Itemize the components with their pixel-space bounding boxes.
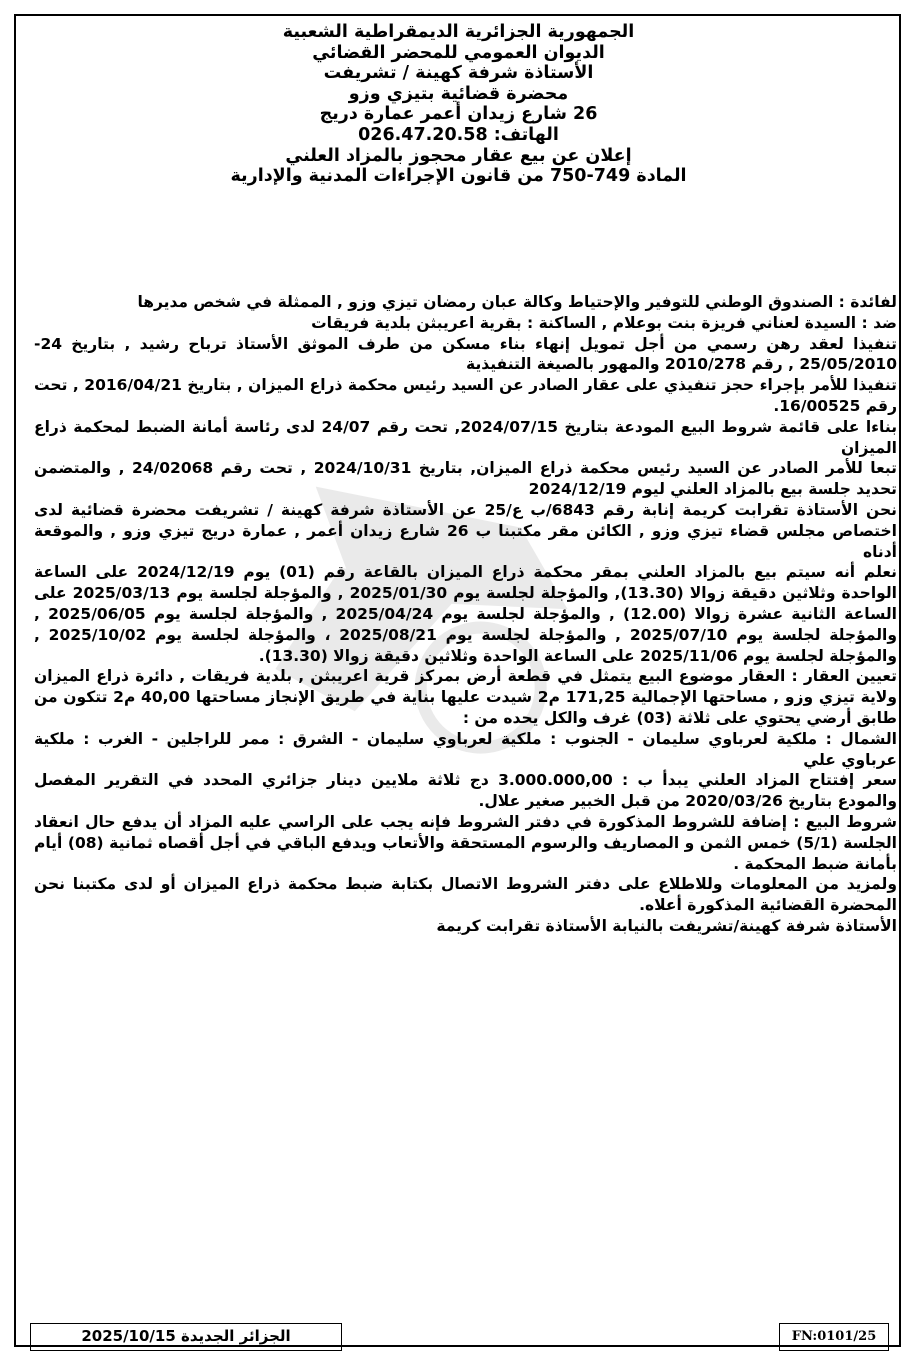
paragraph-signature: الأستاذة شرفة كهينة/تشريفت بالنيابة الأستاذة تقرابت كريمة: [436, 916, 897, 935]
header-bailiff-city: محضرة قضائية بتيزي وزو: [348, 83, 569, 104]
header-phone: الهاتف: 026.47.20.58: [358, 124, 559, 145]
paragraph-beneficiary: لفائدة : الصندوق الوطني للتوفير والإحتياط وكالة عبان رمضان تيزي وزو , الممثلة في شخص مديرها: [137, 293, 897, 311]
paragraph-boundaries: الشمال : ملكية لعرباوي سليمان - الجنوب : ملكية لعرباوي سليمان - الشرق : ممر للراجلين - الغرب : ملكية عرباوي علي: [34, 729, 897, 769]
header-announcement-title: إعلان عن بيع عقار محجوز بالمزاد العلني: [285, 145, 632, 166]
header-law-articles: المادة 749-750 من قانون الإجراءات المدنية والإدارية: [230, 166, 687, 187]
paragraph-sale-conditions-list: بناءا على قائمة شروط البيع المودعة بتاريخ 2024/07/15, تحت رقم 24/07 لدى رئاسة أمانة الضبط لمحكمة ذراع الميزان: [34, 417, 898, 457]
header-bailiff-name: الأستاذة شرفة كهينة / تشريفت: [323, 63, 594, 84]
announcement-header: [30, 22, 887, 187]
header-country: الجمهورية الجزائرية الديمقراطية الشعبية: [282, 22, 635, 42]
paragraph-bailiff: نحن الأستاذة تقرابت كريمة إنابة رقم 6843/ب ع/25 عن الأستاذة شرفة كهينة / تشريفت محضرة قضائية لدى اختصاص مجلس قضاء تيزي وزو , الكائن مقر مكتبنا ب 26 شارع زيدان أعمر , عمارة دريج تيزي وزو , والموقعة أدناه: [34, 500, 897, 561]
header-office: الديوان العمومي للمحضر القضائي: [312, 42, 605, 63]
paragraph-contact: ولمزيد من المعلومات وللاطلاع على دفتر الشروط الاتصال بكتابة ضبط محكمة ذراع الميزان أو لدى مكتبنا نحن المحضرة القضائية المذكورة أعلاه.: [34, 875, 897, 915]
header-address: 26 شارع زيدان أعمر عمارة دريج: [319, 104, 598, 125]
paragraph-opening-price: سعر إفتتاح المزاد العلني يبدأ ب : 3.000.000,00 دج ثلاثة ملايين دينار جزائري المحدد في التقرير المفصل والمودع بتاريخ 2020/03/26 من قبل الخبير صغير علال.: [34, 771, 897, 811]
announcement-body: [34, 292, 897, 937]
paragraph-property-description: تعيين العقار : العقار موضوع البيع يتمثل في قطعة أرض بمركز قرية اعريبثن , بلدية فريقات , دائرة ذراع الميزان ولاية تيزي وزو , مساحتها الإجمالية 171,25 م2 شيدت عليها بناية في طريق الإنجاز مساحتها 40,00 م2 تتكون من طابق أرضي يحتوي على ثلاثة (03) غرف والكل يحده من :: [34, 667, 897, 727]
reference-tag: FN:0101/25: [779, 1323, 889, 1351]
paragraph-sale-sessions: نعلم أنه سيتم بيع بالمزاد العلني بمقر محكمة ذراع الميزان بالقاعة رقم (01) يوم 2024/12/19 على الساعة الواحدة وثلاثين دقيقة زوالا (13.30), والمؤجلة لجلسة يوم 2025/01/30 , والمؤجلة لجلسة يوم 2025/03/13 على الساعة الثانية عشرة زوالا (12.00) , والمؤجلة لجلسة يوم 2025/04/24 , والمؤجلة لجلسة يوم 2025/06/05 , والمؤجلة لجلسة يوم 2025/07/10 , والمؤجلة لجلسة يوم 2025/08/21 ، والمؤجلة لجلسة يوم 2025/10/02 , والمؤجلة لجلسة يوم 2025/11/06 على الساعة الواحدة وثلاثين دقيقة زوالا (13.30).: [34, 563, 897, 665]
paragraph-seizure-order: تنفيذا للأمر بإجراء حجز تنفيذي على عقار الصادر عن السيد رئيس محكمة ذراع الميزان , بتاريخ 2016/04/21 , تحت رقم 16/00525.: [34, 376, 897, 415]
paragraph-mortgage: تنفيذا لعقد رهن رسمي من أجل تمويل إنهاء بناء مسكن من طرف الموثق الأستاذ ترباح رشيد , بتاريخ 24-25/05/2010 , رقم 2010/278 والمهور بالصيغة التنفيذية: [34, 334, 897, 374]
paragraph-against: ضد : السيدة لعناني فريزة بنت بوعلام , الساكنة : بقرية اعريبثن بلدية فريقات: [311, 313, 897, 332]
paragraph-session-order: تبعا للأمر الصادر عن السيد رئيس محكمة ذراع الميزان, بتاريخ 2024/10/31 , تحت رقم 24/02068 , والمتضمن تحديد جلسة بيع بالمزاد العلني ليوم 2024/12/19: [34, 459, 897, 499]
paragraph-sale-terms: شروط البيع : إضافة للشروط المذكورة في دفتر الشروط فإنه يجب على الراسي عليه المزاد أن يدفع حال انعقاد الجلسة (5/1) خمس الثمن و المصاريف والرسوم المستحقة والأتعاب ويدفع الباقي في أجل أقصاه ثمانية (08) أيام بأمانة ضبط المحكمة .: [34, 812, 897, 873]
publication-tag: الجزائر الجديدة 2025/10/15: [30, 1323, 342, 1351]
